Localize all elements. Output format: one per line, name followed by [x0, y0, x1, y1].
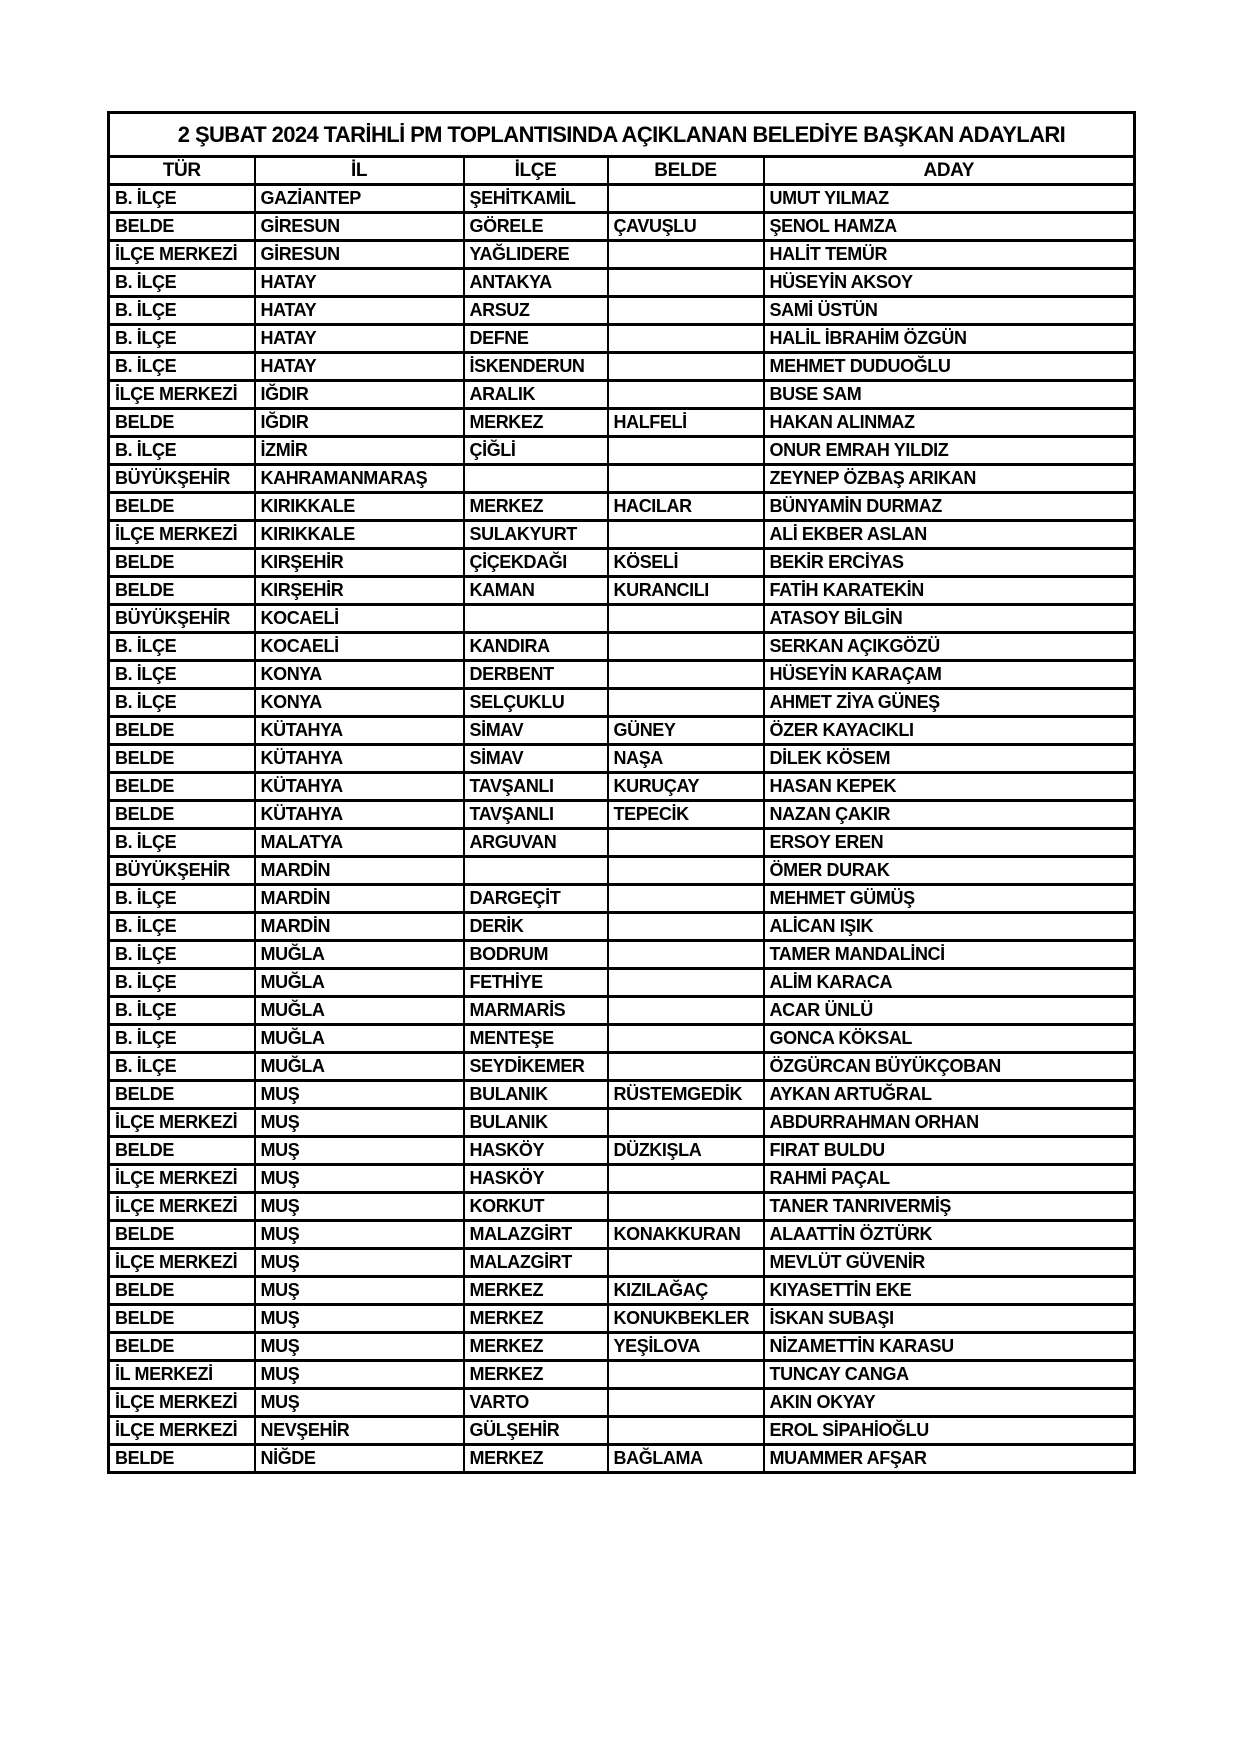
cell-ilce: MALAZGİRT: [464, 1221, 608, 1249]
cell-belde: KÖSELİ: [608, 549, 764, 577]
cell-ilce: KANDIRA: [464, 633, 608, 661]
cell-il: MUŞ: [255, 1109, 464, 1137]
table-row: [109, 857, 1135, 885]
cell-aday: İSKAN SUBAŞI: [764, 1305, 1135, 1333]
cell-belde: [608, 633, 764, 661]
cell-tur: İLÇE MERKEZİ: [109, 521, 255, 549]
cell-aday: ACAR ÜNLÜ: [764, 997, 1135, 1025]
cell-tur: B. İLÇE: [109, 185, 255, 213]
cell-aday: SAMİ ÜSTÜN: [764, 297, 1135, 325]
cell-belde: [608, 857, 764, 885]
cell-aday: ÖMER DURAK: [764, 857, 1135, 885]
cell-tur: B. İLÇE: [109, 969, 255, 997]
column-header-belde: BELDE: [608, 157, 764, 185]
table-row: [109, 801, 1135, 829]
cell-tur: BELDE: [109, 717, 255, 745]
cell-belde: [608, 1053, 764, 1081]
cell-ilce: GÜLŞEHİR: [464, 1417, 608, 1445]
cell-tur: B. İLÇE: [109, 1025, 255, 1053]
cell-il: HATAY: [255, 325, 464, 353]
cell-aday: NAZAN ÇAKIR: [764, 801, 1135, 829]
cell-belde: [608, 997, 764, 1025]
cell-aday: HAKAN ALINMAZ: [764, 409, 1135, 437]
table-row: [109, 465, 1135, 493]
cell-ilce: [464, 465, 608, 493]
cell-il: MUŞ: [255, 1361, 464, 1389]
cell-ilce: KAMAN: [464, 577, 608, 605]
cell-tur: BÜYÜKŞEHİR: [109, 605, 255, 633]
table-row: [109, 269, 1135, 297]
cell-belde: [608, 661, 764, 689]
cell-ilce: DARGEÇİT: [464, 885, 608, 913]
cell-ilce: MERKEZ: [464, 409, 608, 437]
cell-il: HATAY: [255, 297, 464, 325]
cell-ilce: ARGUVAN: [464, 829, 608, 857]
cell-aday: HALİT TEMÜR: [764, 241, 1135, 269]
cell-belde: HALFELİ: [608, 409, 764, 437]
cell-il: KÜTAHYA: [255, 717, 464, 745]
cell-ilce: MERKEZ: [464, 1305, 608, 1333]
cell-tur: BELDE: [109, 1305, 255, 1333]
cell-ilce: ŞEHİTKAMİL: [464, 185, 608, 213]
cell-aday: BUSE SAM: [764, 381, 1135, 409]
cell-belde: [608, 269, 764, 297]
cell-tur: B. İLÇE: [109, 1053, 255, 1081]
cell-aday: GONCA KÖKSAL: [764, 1025, 1135, 1053]
table-row: [109, 185, 1135, 213]
cell-aday: HALİL İBRAHİM ÖZGÜN: [764, 325, 1135, 353]
table-row: [109, 549, 1135, 577]
cell-tur: BELDE: [109, 1277, 255, 1305]
column-header-aday: ADAY: [764, 157, 1135, 185]
column-header-il: İL: [255, 157, 464, 185]
cell-aday: EROL SİPAHİOĞLU: [764, 1417, 1135, 1445]
cell-ilce: ARALIK: [464, 381, 608, 409]
cell-belde: [608, 297, 764, 325]
cell-belde: KURUÇAY: [608, 773, 764, 801]
cell-aday: SERKAN AÇIKGÖZÜ: [764, 633, 1135, 661]
cell-ilce: YAĞLIDERE: [464, 241, 608, 269]
table-row: [109, 1165, 1135, 1193]
cell-belde: HACILAR: [608, 493, 764, 521]
table-row: [109, 969, 1135, 997]
cell-tur: BELDE: [109, 1221, 255, 1249]
cell-il: KONYA: [255, 661, 464, 689]
cell-tur: B. İLÇE: [109, 353, 255, 381]
cell-aday: FIRAT BULDU: [764, 1137, 1135, 1165]
table-row: [109, 885, 1135, 913]
cell-tur: BELDE: [109, 493, 255, 521]
cell-ilce: SİMAV: [464, 745, 608, 773]
cell-ilce: SİMAV: [464, 717, 608, 745]
cell-ilce: ANTAKYA: [464, 269, 608, 297]
cell-aday: KIYASETTİN EKE: [764, 1277, 1135, 1305]
table-row: [109, 997, 1135, 1025]
cell-il: MALATYA: [255, 829, 464, 857]
table-row: [109, 941, 1135, 969]
cell-ilce: ARSUZ: [464, 297, 608, 325]
cell-belde: [608, 1165, 764, 1193]
cell-il: MUŞ: [255, 1081, 464, 1109]
cell-tur: BELDE: [109, 1137, 255, 1165]
cell-ilce: FETHİYE: [464, 969, 608, 997]
cell-ilce: VARTO: [464, 1389, 608, 1417]
cell-tur: BELDE: [109, 773, 255, 801]
column-header-ilce: İLÇE: [464, 157, 608, 185]
cell-belde: KONUKBEKLER: [608, 1305, 764, 1333]
cell-ilce: MERKEZ: [464, 1277, 608, 1305]
cell-belde: GÜNEY: [608, 717, 764, 745]
cell-aday: ABDURRAHMAN ORHAN: [764, 1109, 1135, 1137]
table-row: [109, 409, 1135, 437]
cell-aday: ONUR EMRAH YILDIZ: [764, 437, 1135, 465]
cell-belde: KURANCILI: [608, 577, 764, 605]
cell-tur: B. İLÇE: [109, 297, 255, 325]
cell-tur: İL MERKEZİ: [109, 1361, 255, 1389]
cell-belde: [608, 1417, 764, 1445]
cell-tur: İLÇE MERKEZİ: [109, 381, 255, 409]
table-row: [109, 1221, 1135, 1249]
cell-tur: B. İLÇE: [109, 689, 255, 717]
table-row: [109, 325, 1135, 353]
cell-aday: ÖZGÜRCAN BÜYÜKÇOBAN: [764, 1053, 1135, 1081]
candidates-table: [107, 111, 1136, 1474]
cell-tur: BÜYÜKŞEHİR: [109, 465, 255, 493]
cell-il: MUŞ: [255, 1277, 464, 1305]
cell-tur: B. İLÇE: [109, 437, 255, 465]
table-title: 2 ŞUBAT 2024 TARİHLİ PM TOPLANTISINDA AÇIKLANAN BELEDİYE BAŞKAN ADAYLARI: [109, 113, 1135, 157]
cell-tur: B. İLÇE: [109, 913, 255, 941]
cell-belde: [608, 1361, 764, 1389]
cell-tur: B. İLÇE: [109, 325, 255, 353]
cell-aday: ALAATTİN ÖZTÜRK: [764, 1221, 1135, 1249]
cell-belde: [608, 381, 764, 409]
cell-aday: HÜSEYİN AKSOY: [764, 269, 1135, 297]
table-row: [109, 353, 1135, 381]
cell-tur: BELDE: [109, 213, 255, 241]
cell-ilce: [464, 605, 608, 633]
table-row: [109, 297, 1135, 325]
cell-il: IĞDIR: [255, 381, 464, 409]
table-row: [109, 1025, 1135, 1053]
cell-belde: [608, 185, 764, 213]
cell-aday: ALİM KARACA: [764, 969, 1135, 997]
cell-aday: NİZAMETTİN KARASU: [764, 1333, 1135, 1361]
cell-belde: [608, 353, 764, 381]
cell-belde: YEŞİLOVA: [608, 1333, 764, 1361]
cell-il: MARDİN: [255, 857, 464, 885]
table-row: [109, 437, 1135, 465]
cell-ilce: MARMARİS: [464, 997, 608, 1025]
cell-belde: [608, 941, 764, 969]
cell-aday: HÜSEYİN KARAÇAM: [764, 661, 1135, 689]
cell-il: MUĞLA: [255, 997, 464, 1025]
cell-aday: AHMET ZİYA GÜNEŞ: [764, 689, 1135, 717]
cell-il: KIRIKKALE: [255, 521, 464, 549]
table-row: [109, 605, 1135, 633]
cell-il: MUŞ: [255, 1221, 464, 1249]
cell-tur: İLÇE MERKEZİ: [109, 1109, 255, 1137]
cell-ilce: HASKÖY: [464, 1165, 608, 1193]
cell-il: GİRESUN: [255, 241, 464, 269]
cell-belde: NAŞA: [608, 745, 764, 773]
table-row: [109, 1361, 1135, 1389]
cell-belde: [608, 437, 764, 465]
cell-ilce: TAVŞANLI: [464, 773, 608, 801]
table-row: [109, 633, 1135, 661]
cell-ilce: DEFNE: [464, 325, 608, 353]
cell-aday: TANER TANRIVERMİŞ: [764, 1193, 1135, 1221]
cell-ilce: ÇİĞLİ: [464, 437, 608, 465]
cell-aday: BÜNYAMİN DURMAZ: [764, 493, 1135, 521]
cell-aday: DİLEK KÖSEM: [764, 745, 1135, 773]
cell-ilce: MERKEZ: [464, 1445, 608, 1473]
cell-tur: BELDE: [109, 1445, 255, 1473]
table-row: [109, 241, 1135, 269]
cell-belde: DÜZKIŞLA: [608, 1137, 764, 1165]
cell-aday: ZEYNEP ÖZBAŞ ARIKAN: [764, 465, 1135, 493]
table-row: [109, 1445, 1135, 1473]
table-row: [109, 493, 1135, 521]
cell-il: KÜTAHYA: [255, 773, 464, 801]
cell-il: KÜTAHYA: [255, 745, 464, 773]
cell-il: MUĞLA: [255, 1025, 464, 1053]
cell-ilce: BODRUM: [464, 941, 608, 969]
cell-il: KIRŞEHİR: [255, 577, 464, 605]
column-header-tur: TÜR: [109, 157, 255, 185]
cell-tur: B. İLÇE: [109, 997, 255, 1025]
table-row: [109, 1249, 1135, 1277]
cell-il: MARDİN: [255, 885, 464, 913]
cell-tur: B. İLÇE: [109, 633, 255, 661]
cell-aday: UMUT YILMAZ: [764, 185, 1135, 213]
cell-aday: ALİCAN IŞIK: [764, 913, 1135, 941]
cell-belde: [608, 1109, 764, 1137]
cell-belde: [608, 241, 764, 269]
table-row: [109, 773, 1135, 801]
cell-belde: [608, 1025, 764, 1053]
cell-il: MUŞ: [255, 1165, 464, 1193]
table-title-row: [109, 113, 1135, 157]
cell-ilce: DERBENT: [464, 661, 608, 689]
cell-ilce: HASKÖY: [464, 1137, 608, 1165]
cell-il: MUŞ: [255, 1305, 464, 1333]
cell-il: GİRESUN: [255, 213, 464, 241]
cell-il: MARDİN: [255, 913, 464, 941]
cell-belde: [608, 465, 764, 493]
table-row: [109, 745, 1135, 773]
cell-belde: [608, 913, 764, 941]
cell-tur: İLÇE MERKEZİ: [109, 1165, 255, 1193]
table-row: [109, 1277, 1135, 1305]
cell-tur: İLÇE MERKEZİ: [109, 1249, 255, 1277]
cell-ilce: MALAZGİRT: [464, 1249, 608, 1277]
cell-aday: MEVLÜT GÜVENİR: [764, 1249, 1135, 1277]
cell-il: MUŞ: [255, 1249, 464, 1277]
cell-il: MUŞ: [255, 1137, 464, 1165]
table-row: [109, 1389, 1135, 1417]
cell-aday: MEHMET DUDUOĞLU: [764, 353, 1135, 381]
cell-il: MUŞ: [255, 1389, 464, 1417]
cell-tur: İLÇE MERKEZİ: [109, 1193, 255, 1221]
cell-tur: BELDE: [109, 745, 255, 773]
cell-aday: ERSOY EREN: [764, 829, 1135, 857]
cell-belde: [608, 885, 764, 913]
cell-ilce: GÖRELE: [464, 213, 608, 241]
cell-tur: BELDE: [109, 409, 255, 437]
cell-tur: B. İLÇE: [109, 661, 255, 689]
cell-aday: TAMER MANDALİNCİ: [764, 941, 1135, 969]
cell-ilce: BULANIK: [464, 1081, 608, 1109]
cell-il: MUŞ: [255, 1193, 464, 1221]
table-row: [109, 1417, 1135, 1445]
cell-il: MUĞLA: [255, 941, 464, 969]
cell-aday: ALİ EKBER ASLAN: [764, 521, 1135, 549]
cell-tur: İLÇE MERKEZİ: [109, 1389, 255, 1417]
cell-aday: HASAN KEPEK: [764, 773, 1135, 801]
cell-belde: [608, 325, 764, 353]
cell-ilce: MENTEŞE: [464, 1025, 608, 1053]
cell-il: İZMİR: [255, 437, 464, 465]
cell-il: KONYA: [255, 689, 464, 717]
cell-il: MUĞLA: [255, 1053, 464, 1081]
cell-il: KOCAELİ: [255, 605, 464, 633]
cell-ilce: SELÇUKLU: [464, 689, 608, 717]
cell-aday: BEKİR ERCİYAS: [764, 549, 1135, 577]
cell-aday: MEHMET GÜMÜŞ: [764, 885, 1135, 913]
table-row: [109, 1109, 1135, 1137]
table-row: [109, 1137, 1135, 1165]
cell-il: HATAY: [255, 269, 464, 297]
table-row: [109, 213, 1135, 241]
table-row: [109, 1053, 1135, 1081]
cell-aday: TUNCAY CANGA: [764, 1361, 1135, 1389]
cell-belde: KONAKKURAN: [608, 1221, 764, 1249]
cell-aday: ÖZER KAYACIKLI: [764, 717, 1135, 745]
cell-aday: AYKAN ARTUĞRAL: [764, 1081, 1135, 1109]
cell-tur: B. İLÇE: [109, 269, 255, 297]
table-row: [109, 577, 1135, 605]
table-row: [109, 829, 1135, 857]
cell-il: KIRIKKALE: [255, 493, 464, 521]
cell-il: KIRŞEHİR: [255, 549, 464, 577]
cell-il: KAHRAMANMARAŞ: [255, 465, 464, 493]
cell-tur: BELDE: [109, 1333, 255, 1361]
cell-tur: BELDE: [109, 549, 255, 577]
table-row: [109, 689, 1135, 717]
cell-tur: İLÇE MERKEZİ: [109, 241, 255, 269]
cell-il: NİĞDE: [255, 1445, 464, 1473]
table-row: [109, 661, 1135, 689]
table-row: [109, 717, 1135, 745]
cell-ilce: BULANIK: [464, 1109, 608, 1137]
cell-tur: B. İLÇE: [109, 829, 255, 857]
cell-ilce: KORKUT: [464, 1193, 608, 1221]
cell-ilce: MERKEZ: [464, 1361, 608, 1389]
cell-tur: BELDE: [109, 1081, 255, 1109]
cell-ilce: DERİK: [464, 913, 608, 941]
cell-ilce: MERKEZ: [464, 1333, 608, 1361]
cell-ilce: MERKEZ: [464, 493, 608, 521]
cell-il: MUĞLA: [255, 969, 464, 997]
table-row: [109, 913, 1135, 941]
table-row: [109, 381, 1135, 409]
cell-tur: BELDE: [109, 801, 255, 829]
cell-belde: [608, 689, 764, 717]
cell-tur: B. İLÇE: [109, 885, 255, 913]
table-row: [109, 1081, 1135, 1109]
cell-belde: [608, 521, 764, 549]
cell-belde: [608, 1193, 764, 1221]
cell-tur: B. İLÇE: [109, 941, 255, 969]
cell-aday: ŞENOL HAMZA: [764, 213, 1135, 241]
cell-belde: [608, 1389, 764, 1417]
cell-aday: RAHMİ PAÇAL: [764, 1165, 1135, 1193]
cell-ilce: SEYDİKEMER: [464, 1053, 608, 1081]
cell-belde: BAĞLAMA: [608, 1445, 764, 1473]
cell-tur: BÜYÜKŞEHİR: [109, 857, 255, 885]
cell-il: IĞDIR: [255, 409, 464, 437]
table-row: [109, 1193, 1135, 1221]
cell-belde: ÇAVUŞLU: [608, 213, 764, 241]
cell-aday: MUAMMER AFŞAR: [764, 1445, 1135, 1473]
cell-tur: BELDE: [109, 577, 255, 605]
cell-il: HATAY: [255, 353, 464, 381]
cell-belde: [608, 605, 764, 633]
table-row: [109, 1305, 1135, 1333]
cell-aday: AKIN OKYAY: [764, 1389, 1135, 1417]
cell-il: NEVŞEHİR: [255, 1417, 464, 1445]
cell-il: KÜTAHYA: [255, 801, 464, 829]
cell-aday: ATASOY BİLGİN: [764, 605, 1135, 633]
table-row: [109, 1333, 1135, 1361]
cell-ilce: TAVŞANLI: [464, 801, 608, 829]
cell-belde: RÜSTEMGEDİK: [608, 1081, 764, 1109]
cell-il: KOCAELİ: [255, 633, 464, 661]
table-header-row: [109, 157, 1135, 185]
cell-belde: [608, 969, 764, 997]
cell-ilce: ÇİÇEKDAĞI: [464, 549, 608, 577]
cell-belde: [608, 829, 764, 857]
cell-ilce: İSKENDERUN: [464, 353, 608, 381]
cell-il: MUŞ: [255, 1333, 464, 1361]
cell-belde: KIZILAĞAÇ: [608, 1277, 764, 1305]
cell-ilce: SULAKYURT: [464, 521, 608, 549]
cell-aday: FATİH KARATEKİN: [764, 577, 1135, 605]
cell-belde: TEPECİK: [608, 801, 764, 829]
cell-tur: İLÇE MERKEZİ: [109, 1417, 255, 1445]
cell-il: GAZİANTEP: [255, 185, 464, 213]
cell-ilce: [464, 857, 608, 885]
cell-belde: [608, 1249, 764, 1277]
table-row: [109, 521, 1135, 549]
